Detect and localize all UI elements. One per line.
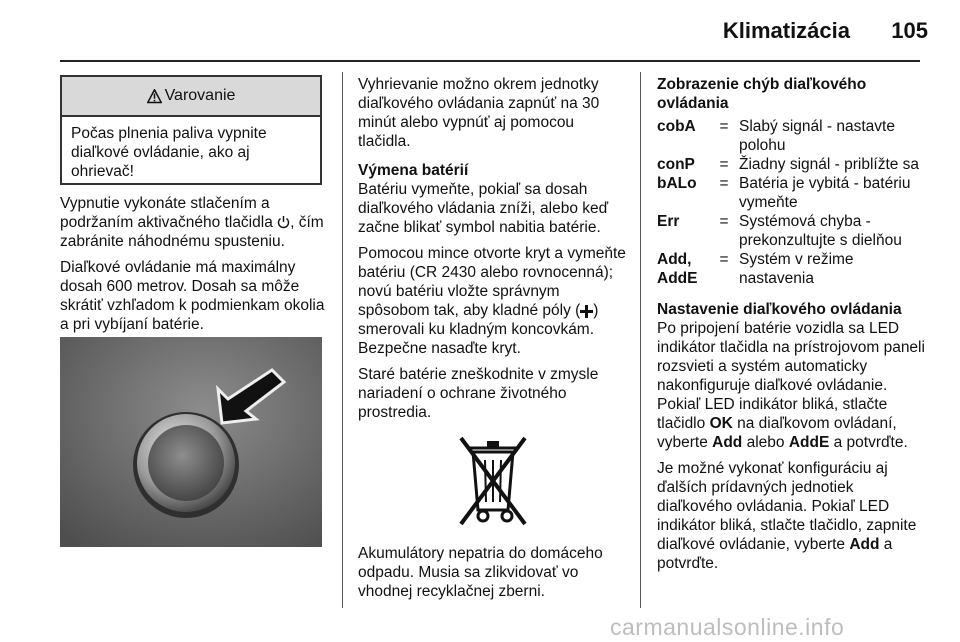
table-row: Err = Systémová chyba - prekonzultujte s dielňou xyxy=(657,212,927,250)
table-row: bALo = Batéria je vybitá - batériu vymeňte xyxy=(657,174,927,212)
warning-triangle-icon xyxy=(147,89,162,104)
paragraph-heater: Vyhrievanie možno okrem jednotky diaľkového ovládania zapnúť na 30 minút alebo vypnúť aj pomocou tlačidla. xyxy=(358,76,600,150)
error-code-table xyxy=(657,117,927,288)
column-1 xyxy=(60,194,328,334)
column-divider-left xyxy=(342,72,343,608)
remote-button-photo xyxy=(60,337,322,547)
error-code: Add, AddE xyxy=(657,251,698,287)
warning-title: Varovanie xyxy=(164,87,236,104)
watermark: carmanualsonline.info xyxy=(610,614,845,640)
table-row: cobA = Slabý signál - nastavte polohu xyxy=(657,117,927,155)
paragraph-led-blinking: Pokiaľ LED indikátor bliká, stlačte tlačidlo OK na diaľkovom ovládaní, vyberte Add alebo AddE a potvrďte. xyxy=(657,396,908,451)
header-rule xyxy=(60,60,920,62)
error-description: Slabý signál - nastavte polohu xyxy=(739,118,895,154)
paragraph-additional-units: Je možné vykonať konfiguráciu aj ďalších prídavných jednotiek diaľkového ovládania. Pokiaľ LED indikátor bliká, stlačte tlačidlo, zapnite diaľkové ovládanie, vyberte Add a potvrďte. xyxy=(657,460,917,572)
table-row: Add, AddE = Systém v režime nastavenia xyxy=(657,250,927,288)
error-code: bALo xyxy=(657,175,697,192)
table-row: conP = Žiadny signál - priblížte sa xyxy=(657,155,927,174)
paragraph-battery-procedure: Pomocou mince otvorte kryt a vymeňte batériu (CR 2430 alebo rovnocenná); novú batériu vložte správnym spôsobom tak, aby kladné póly ( ) smerovali ku kladným koncovkám. Bezpečne nasaďte kryt. xyxy=(358,245,626,357)
paragraph-disposal: Staré batérie zneškodnite v zmysle nariadení o ochrane životného prostredia. xyxy=(358,366,599,421)
column-2 xyxy=(358,75,628,601)
paragraph-deactivation: Vypnutie vykonáte stlačením a podržaním aktivačného tlačidla , čím zabránite náhodnému spusteniu. xyxy=(60,195,324,250)
page-number: 105 xyxy=(891,18,928,43)
error-description: Systém v režime nastavenia xyxy=(739,251,854,287)
column-3 xyxy=(657,75,927,573)
error-description: Žiadny signál - priblížte sa xyxy=(739,156,920,173)
paragraph-setup: Po pripojení batérie vozidla sa LED indikátor tlačidla na prístrojovom paneli rozsvieti a systém automaticky nakonfiguruje diaľkové ovládanie. xyxy=(657,320,925,394)
error-code: cobA xyxy=(657,118,696,135)
column-divider-right xyxy=(640,72,641,608)
setup-heading: Nastavenie diaľkového ovládania xyxy=(657,301,902,318)
warning-text: Počas plnenia paliva vypnite diaľkové ovládanie, ako aj ohrievač! xyxy=(71,125,267,180)
error-description: Batéria je vybitá - batériu vymeňte xyxy=(739,175,911,211)
paragraph-recycling: Akumulátory nepatria do domáceho odpadu. Musia sa zlikvidovať vo vhodnej recyklačnej zberni. xyxy=(358,545,603,600)
errors-heading: Zobrazenie chýb diaľkového ovládania xyxy=(657,76,867,112)
paragraph-range: Diaľkové ovládanie má maximálny dosah 600 metrov. Dosah sa môže skrátiť vzhľadom k podmienkam okolia a pri vybíjaní batérie. xyxy=(60,259,325,333)
warning-header xyxy=(62,77,320,117)
power-icon xyxy=(277,215,290,230)
warning-box xyxy=(60,75,322,185)
error-code: conP xyxy=(657,156,695,173)
page-header-title: Klimatizácia xyxy=(722,18,850,43)
crossed-out-bin-icon xyxy=(439,432,547,536)
error-description: Systémová chyba - prekonzultujte s dielňou xyxy=(739,213,902,249)
paragraph-battery-replace: Batériu vymeňte, pokiaľ sa dosah diaľkového vládania zníži, alebo keď začne blikať symbol nabitia batérie. xyxy=(358,181,609,236)
remote-button-illustration xyxy=(60,337,322,547)
error-code: Err xyxy=(657,213,680,230)
battery-heading: Výmena batérií xyxy=(358,162,469,179)
plus-icon xyxy=(580,305,593,318)
